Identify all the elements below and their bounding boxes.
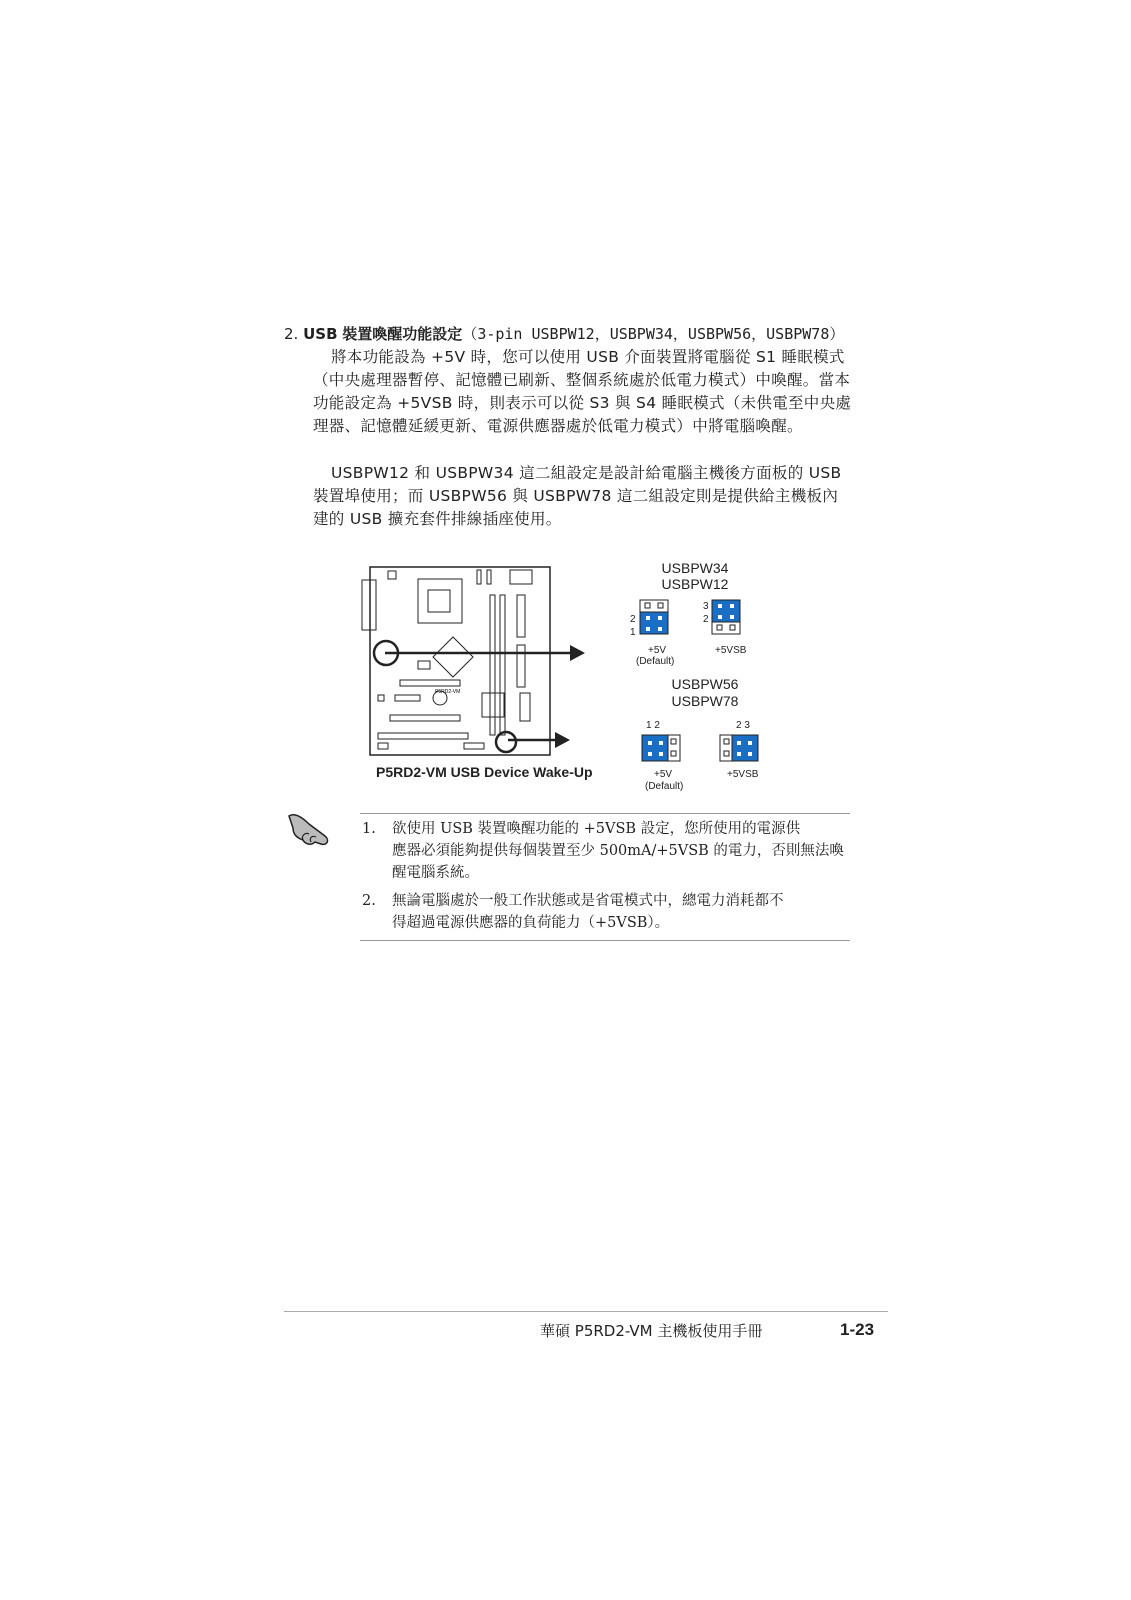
upper-jumper-diagram (630, 598, 770, 638)
lower-opt2-label: +5VSB (727, 769, 759, 780)
upper-pin-2b: 2 (703, 614, 709, 625)
note-1-rest: 應器必須能夠提供每個裝置至少 500mA/+5VSB 的電力，否則無法喚醒電腦系統。 (392, 843, 844, 881)
upper-opt1-default: (Default) (636, 656, 675, 667)
upper-jumper-5v (640, 600, 668, 634)
lower-opt1-label: +5V (654, 769, 673, 780)
pin-header-unused (640, 600, 668, 612)
note-item-1 (362, 818, 850, 884)
upper-pin-3: 3 (703, 601, 709, 612)
io-ports (362, 580, 376, 630)
lower-jumper-title-1: USBPW56 (671, 676, 739, 692)
upper-opt1-label: +5V (648, 645, 667, 656)
paragraph-1-text: 將本功能設為 +5V 時，您可以使用 USB 介面裝置將電腦從 S1 睡眠模式（中央處理器暫停、記憶體已刷新、整個系統處於低電力模式）中喚醒。當本功能設定為 +5VSB 時，則表示可以從 S3 與 S4 睡眠模式（未供電至中央處理器、記憶體延緩更新、電源供應器處於低電力模式）中將電腦喚醒。 (313, 348, 852, 435)
jumper-cap (712, 600, 740, 622)
pointing-hand-icon (285, 808, 335, 850)
note-2-number: 2. (362, 893, 376, 909)
paragraph-1 (313, 346, 853, 438)
upper-pin-2: 2 (630, 614, 636, 625)
paragraph-2 (313, 462, 853, 531)
note-2-line1: 無論電腦處於一般工作狀態或是省電模式中，總電力消耗都不 (392, 893, 784, 909)
io-small (388, 571, 396, 579)
dimm-slot (517, 595, 525, 637)
figure-caption: P5RD2-VM USB Device Wake-Up (376, 764, 593, 780)
heading-number: 2. (284, 325, 299, 343)
lower-jumper-5v (642, 735, 680, 761)
note-2-rest: 得超過電源供應器的負荷能力（+5VSB）。 (392, 915, 670, 931)
page-number: 1-23 (840, 1320, 875, 1339)
note-bottom-divider (360, 940, 850, 941)
paragraph-2-text: USBPW12 和 USBPW34 這二組設定是設計給電腦主機後方面板的 USB 裝置埠使用；而 USBPW56 與 USBPW78 這二組設定則是提供給主機板內建的 USB 擴充套件排線插座使用。 (313, 464, 842, 528)
section-heading (284, 323, 844, 344)
heading-prefix: USB (303, 325, 338, 343)
note-top-divider (360, 813, 850, 814)
upper-pin-1: 1 (630, 627, 636, 638)
heading-title: 裝置喚醒功能設定 (342, 325, 463, 343)
lower-jumper-title-2: USBPW78 (671, 693, 739, 709)
note-1-line1: 欲使用 USB 裝置喚醒功能的 +5VSB 設定，您所使用的電源供 (392, 821, 801, 837)
arrow-lower-head (555, 732, 570, 748)
upper-jumper-title-2: USBPW12 (661, 576, 729, 592)
lower-jumper-diagram (640, 733, 770, 763)
arrow-upper-head (570, 645, 585, 661)
board-label: P5RD2-VM (435, 689, 461, 695)
upper-jumper-title-1: USBPW34 (661, 560, 729, 576)
jumper-cap (642, 735, 668, 761)
pin-header-unused (712, 622, 740, 634)
lower-opt1-default: (Default) (645, 781, 684, 792)
arrows (380, 640, 590, 760)
upper-opt2-label: +5VSB (715, 645, 747, 656)
upper-jumper-5vsb (712, 600, 740, 634)
jumper-cap (640, 612, 668, 634)
lower-pins-right: 2 3 (736, 720, 750, 731)
jumper-cap (732, 735, 758, 761)
cpu-socket (418, 579, 462, 623)
footer-title: 華碩 P5RD2-VM 主機板使用手冊 (540, 1322, 763, 1340)
lower-jumper-5vsb (720, 735, 758, 761)
note-item-2 (362, 890, 850, 934)
note-1-number: 1. (362, 821, 376, 837)
lower-pins-left: 1 2 (646, 720, 660, 731)
cpu-die (428, 590, 450, 612)
heading-pins: （3-pin USBPW12，USBPW34，USBPW56，USBPW78） (462, 325, 845, 343)
footer-divider (284, 1311, 888, 1312)
